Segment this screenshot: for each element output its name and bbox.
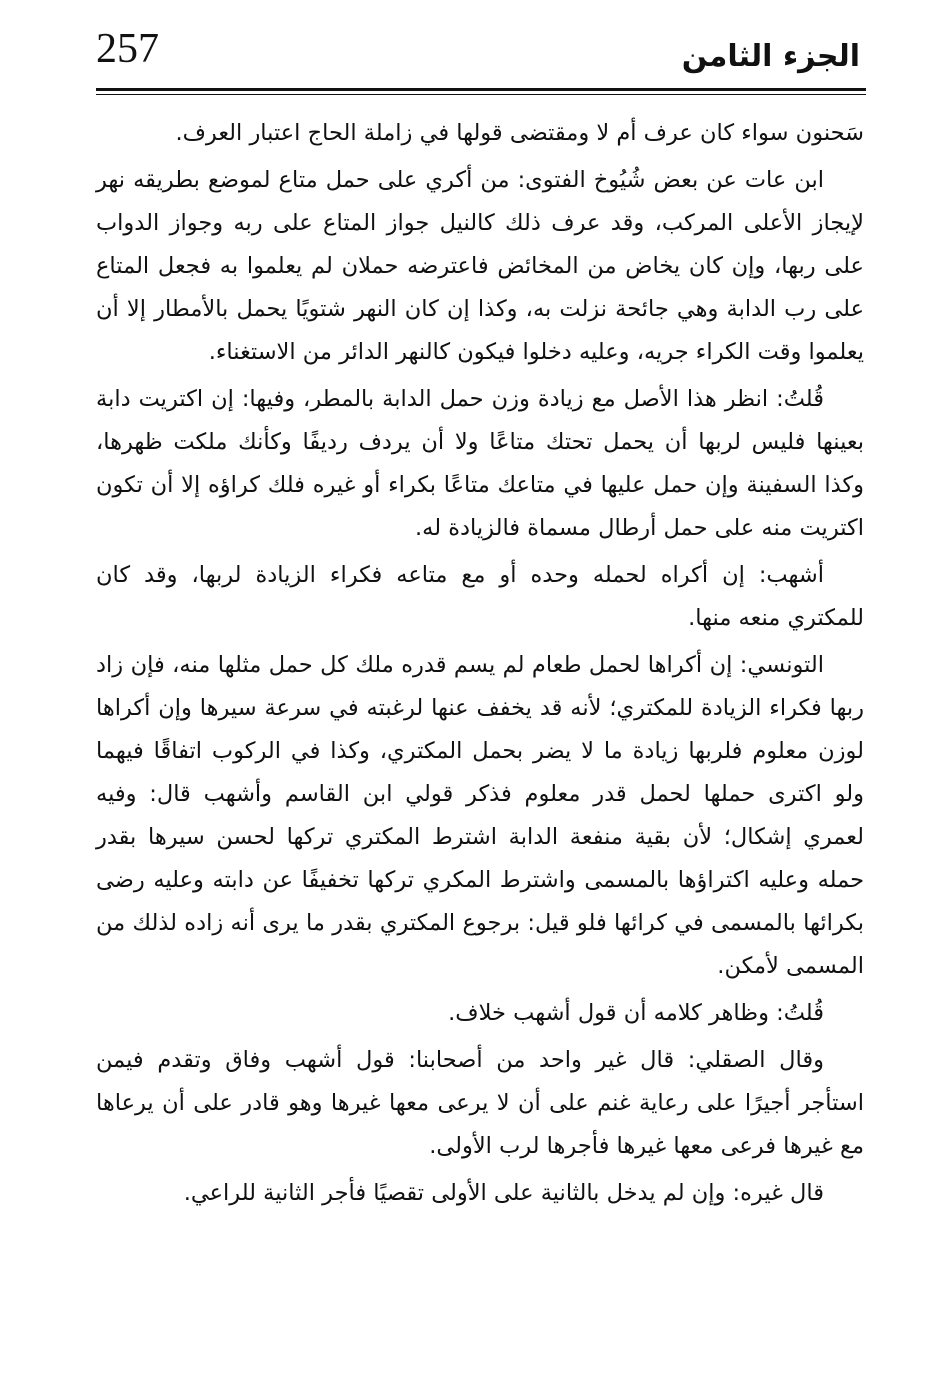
paragraph-siqilli: وقال الصقلي: قال غير واحد من أصحابنا: قول أشهب وفاق وتقدم فيمن استأجر أجيرًا على رعاية غنم على أن لا يرعى معها غيرها وهو قادر على أن يرعاها مع غيرها فرعى معها غيرها فأجرها لرب الأولى. xyxy=(96,1047,864,1159)
page-body xyxy=(96,112,864,1215)
paragraph-qultu-1: قُلتُ: انظر هذا الأصل مع زيادة وزن حمل الدابة بالمطر، وفيها: إن اكتريت دابة بعينها فليس لربها أن يحمل تحتك متاعًا ولا أن يردف رديفًا وكأنك ملكت ظهرها، وكذا السفينة وإن حمل عليها في متاعك متاعًا بكراء أو غيره فلك كراؤه إلا أن تكون اكتريت منه على حمل أرطال مسماة فالزيادة له. xyxy=(96,386,864,541)
paragraph-qala-ghayruh: قال غيره: وإن لم يدخل بالثانية على الأولى تقصيًا فأجر الثانية للراعي. xyxy=(183,1180,824,1206)
paragraph-tunisi: التونسي: إن أكراها لحمل طعام لم يسم قدره ملك كل حمل مثلها منه، فإن زاد ربها فكراء الزيادة للمكتري؛ لأنه قد يخفف عنها لرغبته في سرعة سيرها وإن أكراها لوزن معلوم فلربها زيادة ما لا يضر بحمل المكتري، وكذا في الركوب اتفاقًا فيهما ولو اكترى حملها لحمل قدر معلوم فذكر قولي ابن القاسم وأشهب قال: وفيه لعمري إشكال؛ لأن بقية منفعة الدابة اشترط المكتري تركها لحسن سيرها بقدر حمله وعليه اكتراؤها بالمسمى واشترط المكري تركها تخفيفًا عن دابته وعليه رضى بكرائها بالمسمى في كرائها فلو قيل: برجوع المكتري بقدر ما يرى أنه زاده لذلك من المسمى لأمكن. xyxy=(96,652,864,979)
paragraph-sahnun: سَحنون سواء كان عرف أم لا ومقتضى قولها في زاملة الحاج اعتبار العرف. xyxy=(175,120,864,146)
header-rule xyxy=(96,88,866,95)
paragraph-ibn-at: ابن عات عن بعض شُيُوخ الفتوى: من أكري على حمل متاع لموضع بطريقه نهر لإيجاز الأعلى المركب، وقد عرف ذلك كالنيل جواز المتاع على ربه وجواز الدواب على ربها، وإن كان يخاض من المخائض فاعترضه حملان لم يعلموا به فجعل المتاع على رب الدابة وهي جائحة نزلت به، وكذا إن كان النهر شتويًا يحمل بالأمطار إلا أن يعلموا وقت الكراء جريه، وعليه دخلوا فيكون كالنهر الدائر من الاستغناء. xyxy=(96,167,864,365)
page-number: 257 xyxy=(96,26,159,72)
running-title: الجزء الثامن xyxy=(681,39,860,74)
paragraph-qultu-2: قُلتُ: وظاهر كلامه أن قول أشهب خلاف. xyxy=(448,1000,824,1026)
paragraph-ashhab: أشهب: إن أكراه لحمله وحده أو مع متاعه فكراء الزيادة لربها، وقد كان للمكتري منعه منها. xyxy=(96,562,864,631)
